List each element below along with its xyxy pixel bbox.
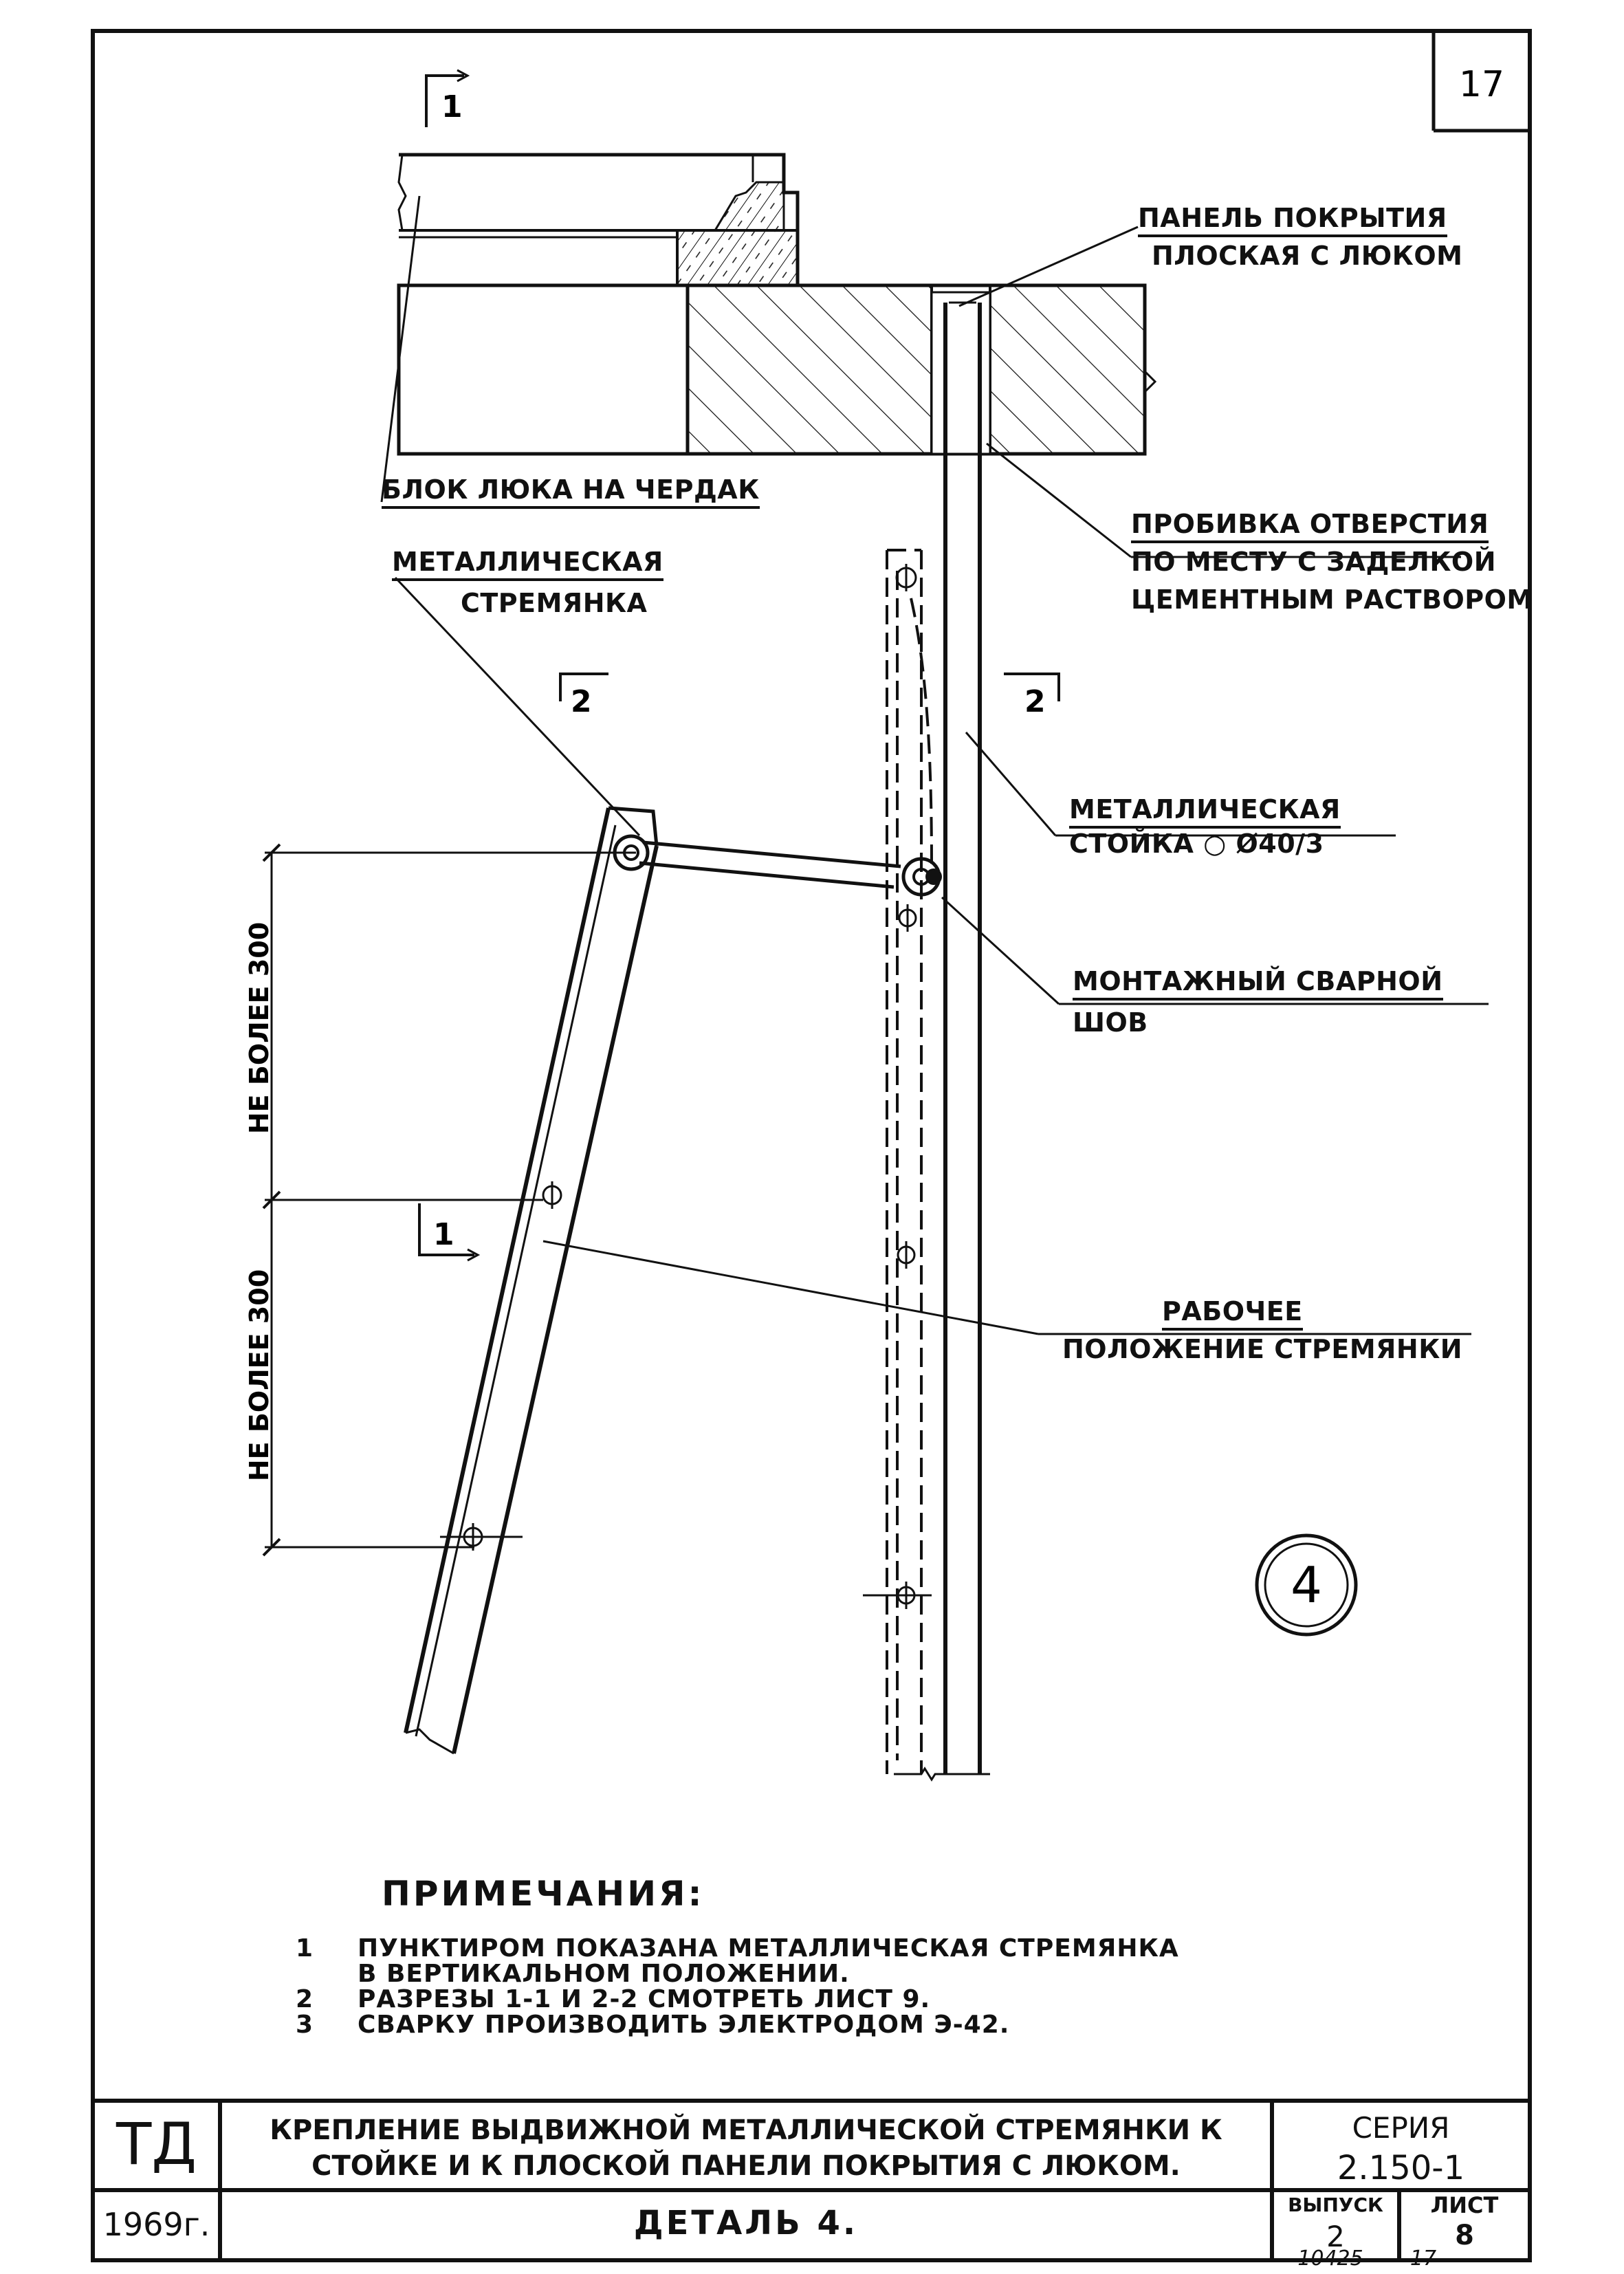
label-roof-panel-line2: ПЛОСКАЯ С ЛЮКОМ — [1152, 241, 1463, 271]
label-working-line1: РАБОЧЕЕ — [1162, 1296, 1303, 1331]
label-weld-line2: ШОВ — [1073, 1007, 1148, 1038]
issue-value: 2 — [1326, 2220, 1345, 2253]
label-weld-line1: МОНТАЖНЫЙ СВАРНОЙ — [1073, 966, 1443, 1001]
note-2-text: РАЗРЕЗЫ 1-1 И 2-2 СМОТРЕТЬ ЛИСТ 9. — [358, 1985, 931, 2013]
section-mark-2-right: 2 — [1024, 684, 1046, 719]
label-roof-panel-line1: ПАНЕЛЬ ПОКРЫТИЯ — [1138, 203, 1447, 237]
note-2-number: 2 — [296, 1985, 314, 2013]
section-mark-1-left: 1 — [433, 1217, 454, 1252]
sheet-label: ЛИСТ — [1430, 2192, 1499, 2218]
label-hole-line1: ПРОБИВКА ОТВЕРСТИЯ — [1131, 509, 1489, 543]
note-3-text: СВАРКУ ПРОИЗВОДИТЬ ЭЛЕКТРОДОМ Э-42. — [358, 2011, 1010, 2039]
year: 1969г. — [102, 2206, 210, 2243]
series-value: 2.150-1 — [1337, 2149, 1465, 2187]
label-ladder-line1: МЕТАЛЛИЧЕСКАЯ — [392, 547, 663, 581]
section-mark-2-left: 2 — [571, 684, 592, 719]
label-ladder-line2: СТРЕМЯНКА — [461, 588, 648, 618]
ladder-working-position — [406, 808, 657, 1753]
metal-post — [894, 303, 990, 1780]
sheet-value: 8 — [1455, 2220, 1474, 2251]
section-mark-1-top: 1 — [441, 89, 463, 124]
note-3-number: 3 — [296, 2011, 314, 2039]
roof-panel-section — [399, 155, 1155, 454]
label-hatch-block: БЛОК ЛЮКА НА ЧЕРДАК — [382, 474, 760, 509]
title-block-title-line2: СТОЙКЕ И К ПЛОСКОЙ ПАНЕЛИ ПОКРЫТИЯ С ЛЮКОМ. — [311, 2150, 1181, 2182]
label-working-line2: ПОЛОЖЕНИЕ СТРЕМЯНКИ — [1062, 1334, 1463, 1364]
inventory-page: 17 — [1409, 2246, 1437, 2271]
detail-marker-number: 4 — [1291, 1556, 1322, 1614]
detail-title: ДЕТАЛЬ 4. — [633, 2204, 859, 2242]
title-block-title-line1: КРЕПЛЕНИЕ ВЫДВИЖНОЙ МЕТАЛЛИЧЕСКОЙ СТРЕМЯНКИ К — [270, 2114, 1222, 2146]
ladder-vertical-position — [887, 550, 932, 1774]
connecting-arm — [615, 836, 942, 895]
label-hole-line3: ЦЕМЕНТНЫМ РАСТВОРОМ — [1131, 584, 1533, 615]
issue-label: ВЫПУСК — [1288, 2194, 1383, 2216]
series-label: СЕРИЯ — [1352, 2111, 1450, 2145]
title-block-org: ТД — [116, 2110, 197, 2178]
dimension-label-upper: НЕ БОЛЕЕ 300 — [244, 921, 274, 1135]
note-1-text-line2: В ВЕРТИКАЛЬНОМ ПОЛОЖЕНИИ. — [358, 1960, 850, 1988]
dimension-lines — [263, 844, 636, 1555]
label-hole-line2: ПО МЕСТУ С ЗАДЕЛКОЙ — [1131, 547, 1496, 577]
dimension-label-lower: НЕ БОЛЕЕ 300 — [244, 1269, 274, 1482]
label-post-line1: МЕТАЛЛИЧЕСКАЯ — [1069, 794, 1341, 829]
label-post-line2: СТОЙКА ○ Ø40/3 — [1069, 829, 1324, 859]
inventory-number: 10425 — [1297, 2246, 1363, 2271]
notes-title: ПРИМЕЧАНИЯ: — [382, 1874, 705, 1914]
note-1-number: 1 — [296, 1934, 314, 1963]
note-1-text-line1: ПУНКТИРОМ ПОКАЗАНА МЕТАЛЛИЧЕСКАЯ СТРЕМЯНКА — [358, 1934, 1179, 1963]
page-number: 17 — [1458, 64, 1505, 105]
